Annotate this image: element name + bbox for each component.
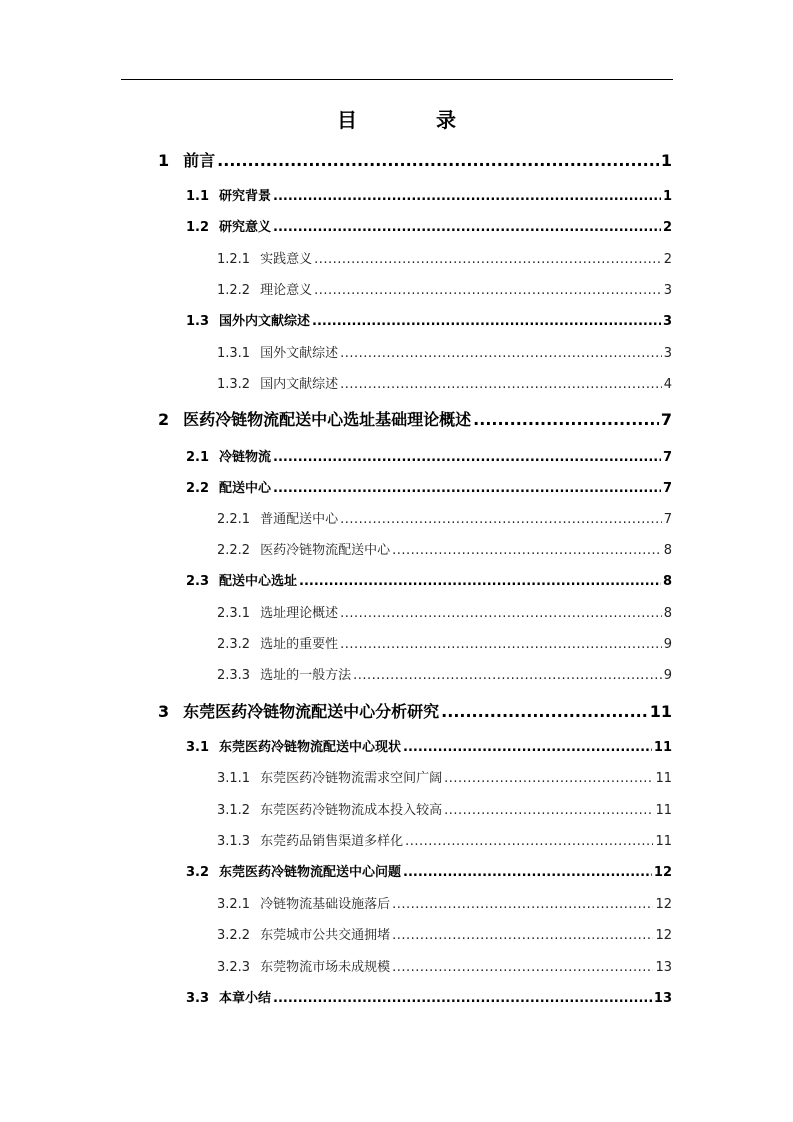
toc-leader-dots bbox=[340, 377, 662, 392]
toc-leader-dots bbox=[441, 702, 648, 721]
toc-entry-page: 12 bbox=[655, 928, 672, 943]
toc-leader-dots bbox=[273, 189, 661, 204]
toc-entry-label: 东莞医药冷链物流配送中心分析研究 bbox=[183, 702, 440, 721]
toc-entry-page: 11 bbox=[655, 771, 672, 786]
toc-leader-dots bbox=[340, 606, 662, 621]
toc-entry-number: 1.1 bbox=[186, 189, 210, 204]
toc-entry[interactable] bbox=[217, 633, 672, 655]
toc-entry-number: 1.2.1 bbox=[217, 252, 251, 267]
toc-entry[interactable] bbox=[186, 477, 672, 499]
toc-leader-dots bbox=[314, 283, 662, 298]
toc-entry[interactable] bbox=[186, 185, 672, 207]
toc-leader-dots bbox=[273, 991, 652, 1006]
toc-entry[interactable] bbox=[186, 446, 672, 468]
toc-leader-dots bbox=[405, 834, 653, 849]
toc-entry-page: 2 bbox=[663, 252, 672, 267]
toc-entry-label: 选址的重要性 bbox=[260, 637, 339, 652]
toc-entry[interactable] bbox=[186, 310, 672, 332]
toc-leader-dots bbox=[444, 803, 653, 818]
toc-leader-dots bbox=[392, 543, 662, 558]
toc-entry-page: 12 bbox=[653, 865, 672, 880]
toc-entry-number: 3.2.1 bbox=[217, 897, 251, 912]
toc-entry-number: 2.3 bbox=[186, 574, 210, 589]
toc-entry[interactable] bbox=[186, 736, 672, 758]
toc-entry-label: 配送中心 bbox=[219, 481, 272, 496]
toc-entry-number: 1.3.1 bbox=[217, 346, 251, 361]
toc-entry-label: 国外文献综述 bbox=[260, 346, 339, 361]
toc-entry-page: 7 bbox=[663, 512, 672, 527]
toc-entry-label: 研究背景 bbox=[219, 189, 272, 204]
toc-entry[interactable] bbox=[217, 664, 672, 686]
toc-entry[interactable] bbox=[186, 861, 672, 883]
toc-leader-dots bbox=[444, 771, 653, 786]
toc-entry-label: 东莞城市公共交通拥堵 bbox=[260, 928, 391, 943]
toc-entry-number: 3.1.1 bbox=[217, 771, 251, 786]
toc-entry-label: 实践意义 bbox=[260, 252, 313, 267]
toc-entry-page: 7 bbox=[660, 410, 672, 429]
toc-leader-dots bbox=[217, 151, 659, 170]
toc-entry-label: 选址理论概述 bbox=[260, 606, 339, 621]
toc-entry-number: 2.3.3 bbox=[217, 668, 251, 683]
toc-entry-label: 前言 bbox=[183, 151, 216, 170]
toc-entry-page: 12 bbox=[655, 897, 672, 912]
toc-entry[interactable] bbox=[217, 956, 672, 978]
toc-entry[interactable] bbox=[217, 279, 672, 301]
toc-leader-dots bbox=[403, 740, 652, 755]
toc-entry-page: 11 bbox=[655, 834, 672, 849]
toc-entry-number: 3.2.3 bbox=[217, 960, 251, 975]
toc-entry-number: 2.2.1 bbox=[217, 512, 251, 527]
toc-entry-label: 国外内文献综述 bbox=[219, 314, 311, 329]
toc-entry-number: 2.1 bbox=[186, 450, 210, 465]
toc-entry-number: 2.2 bbox=[186, 481, 210, 496]
toc-entry-page: 8 bbox=[663, 606, 672, 621]
toc-entry[interactable] bbox=[217, 539, 672, 561]
toc-entry-label: 东莞医药冷链物流需求空间广阔 bbox=[260, 771, 443, 786]
toc-entry-number: 3.1.3 bbox=[217, 834, 251, 849]
toc-entry[interactable] bbox=[217, 799, 672, 821]
toc-entry-number: 2.3.1 bbox=[217, 606, 251, 621]
toc-entry-number: 1 bbox=[158, 151, 170, 170]
toc-entry-label: 东莞医药冷链物流配送中心现状 bbox=[219, 740, 402, 755]
toc-leader-dots bbox=[273, 481, 661, 496]
toc-entry-number: 3.1 bbox=[186, 740, 210, 755]
toc-entry-page: 3 bbox=[663, 346, 672, 361]
toc-entry-label: 东莞药品销售渠道多样化 bbox=[260, 834, 404, 849]
toc-leader-dots bbox=[273, 450, 661, 465]
toc-leader-dots bbox=[473, 410, 659, 429]
toc-leader-dots bbox=[392, 928, 653, 943]
toc-leader-dots bbox=[392, 960, 653, 975]
toc-entry[interactable] bbox=[217, 924, 672, 946]
toc-entry-page: 11 bbox=[649, 702, 672, 721]
toc-entry[interactable] bbox=[217, 767, 672, 789]
toc-entry-label: 东莞医药冷链物流成本投入较高 bbox=[260, 803, 443, 818]
toc-entry[interactable] bbox=[217, 248, 672, 270]
toc-entry-label: 理论意义 bbox=[260, 283, 313, 298]
toc-entry[interactable] bbox=[217, 830, 672, 852]
toc-entry-number: 3.2 bbox=[186, 865, 210, 880]
toc-leader-dots bbox=[299, 574, 661, 589]
toc-entry-number: 1.2 bbox=[186, 220, 210, 235]
toc-entry-page: 1 bbox=[662, 189, 672, 204]
toc-leader-dots bbox=[392, 897, 653, 912]
toc-entry-number: 3.2.2 bbox=[217, 928, 251, 943]
toc-entry-label: 冷链物流 bbox=[219, 450, 272, 465]
toc-entry-label: 医药冷链物流配送中心 bbox=[260, 543, 391, 558]
toc-entry-page: 13 bbox=[655, 960, 672, 975]
toc-entry-page: 9 bbox=[663, 668, 672, 683]
toc-entry[interactable] bbox=[217, 893, 672, 915]
toc-entry-label: 东莞医药冷链物流配送中心问题 bbox=[219, 865, 402, 880]
toc-entry-number: 1.3.2 bbox=[217, 377, 251, 392]
toc-entry-label: 普通配送中心 bbox=[260, 512, 339, 527]
toc-entry-page: 4 bbox=[663, 377, 672, 392]
toc-entry-number: 2.3.2 bbox=[217, 637, 251, 652]
toc-entry[interactable] bbox=[158, 407, 672, 429]
toc-entry-page: 11 bbox=[655, 803, 672, 818]
toc-entry-number: 1.3 bbox=[186, 314, 210, 329]
toc-entry-label: 冷链物流基础设施落后 bbox=[260, 897, 391, 912]
header-rule bbox=[121, 79, 673, 80]
toc-entry[interactable] bbox=[158, 148, 672, 170]
toc-entry[interactable] bbox=[217, 602, 672, 624]
toc-leader-dots bbox=[340, 346, 662, 361]
toc-entry-number: 1.2.2 bbox=[217, 283, 251, 298]
toc-entry[interactable] bbox=[186, 987, 672, 1009]
toc-entry-page: 3 bbox=[662, 314, 672, 329]
toc-leader-dots bbox=[314, 252, 662, 267]
toc-title: 目 录 bbox=[337, 108, 492, 132]
toc-entry-page: 7 bbox=[662, 450, 672, 465]
toc-entry-page: 3 bbox=[663, 283, 672, 298]
toc-entry-page: 13 bbox=[653, 991, 672, 1006]
toc-entry[interactable] bbox=[186, 570, 672, 592]
toc-entry-page: 8 bbox=[662, 574, 672, 589]
toc-entry-page: 1 bbox=[660, 151, 672, 170]
toc-entry-page: 2 bbox=[662, 220, 672, 235]
toc-leader-dots bbox=[403, 865, 652, 880]
toc-leader-dots bbox=[353, 668, 662, 683]
toc-entry[interactable] bbox=[217, 373, 672, 395]
toc-entry[interactable] bbox=[158, 699, 672, 721]
toc-entry-number: 3 bbox=[158, 702, 170, 721]
toc-leader-dots bbox=[273, 220, 661, 235]
toc-leader-dots bbox=[340, 637, 662, 652]
toc-leader-dots bbox=[340, 512, 662, 527]
toc-entry-page: 7 bbox=[662, 481, 672, 496]
toc-entry-label: 医药冷链物流配送中心选址基础理论概述 bbox=[183, 410, 472, 429]
toc-entry-label: 本章小结 bbox=[219, 991, 272, 1006]
toc-entry[interactable] bbox=[217, 342, 672, 364]
toc-leader-dots bbox=[312, 314, 661, 329]
toc-entry[interactable] bbox=[217, 508, 672, 530]
toc-entry-page: 8 bbox=[663, 543, 672, 558]
toc-entry-label: 配送中心选址 bbox=[219, 574, 298, 589]
toc-entry-number: 3.1.2 bbox=[217, 803, 251, 818]
toc-entry-label: 选址的一般方法 bbox=[260, 668, 352, 683]
toc-entry-label: 东莞物流市场未成规模 bbox=[260, 960, 391, 975]
toc-entry-page: 11 bbox=[653, 740, 672, 755]
toc-entry-number: 3.3 bbox=[186, 991, 210, 1006]
toc-entry-page: 9 bbox=[663, 637, 672, 652]
toc-entry-number: 2 bbox=[158, 410, 170, 429]
toc-entry-label: 国内文献综述 bbox=[260, 377, 339, 392]
toc-entry[interactable] bbox=[186, 216, 672, 238]
toc-entry-label: 研究意义 bbox=[219, 220, 272, 235]
toc-entry-number: 2.2.2 bbox=[217, 543, 251, 558]
